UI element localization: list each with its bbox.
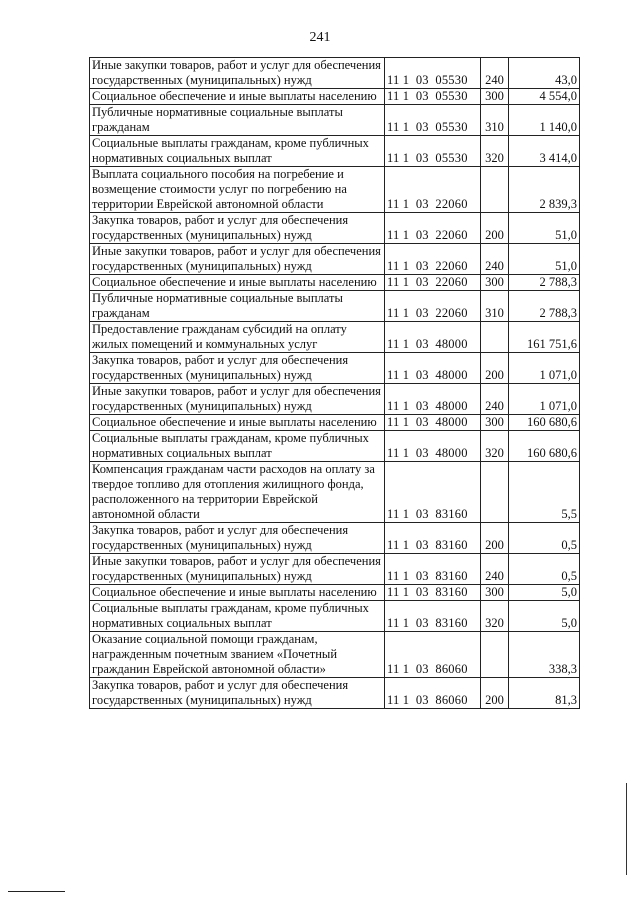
expense-description: Социальное обеспечение и иные выплаты населению: [90, 415, 385, 431]
expense-description: Публичные нормативные социальные выплаты гражданам: [90, 105, 385, 136]
target-article-code: 11 1 03 83160: [385, 585, 481, 601]
table-row: [90, 275, 580, 291]
expense-description: Закупка товаров, работ и услуг для обеспечения государственных (муниципальных) нужд: [90, 523, 385, 554]
target-article-code: 11 1 03 83160: [385, 554, 481, 585]
amount-value: 2 788,3: [509, 275, 580, 291]
target-article-code: 11 1 03 48000: [385, 353, 481, 384]
table-row: [90, 678, 580, 709]
table-row: [90, 431, 580, 462]
amount-value: 1 071,0: [509, 384, 580, 415]
amount-value: 160 680,6: [509, 431, 580, 462]
expense-type-code: 200: [481, 523, 509, 554]
expense-type-code: 200: [481, 353, 509, 384]
expense-description: Социальные выплаты гражданам, кроме публичных нормативных социальных выплат: [90, 601, 385, 632]
table-row: [90, 523, 580, 554]
target-article-code: 11 1 03 83160: [385, 462, 481, 523]
table-row: [90, 601, 580, 632]
table-row: [90, 353, 580, 384]
expense-description: Закупка товаров, работ и услуг для обеспечения государственных (муниципальных) нужд: [90, 213, 385, 244]
amount-value: 4 554,0: [509, 89, 580, 105]
amount-value: 1 140,0: [509, 105, 580, 136]
expense-description: Иные закупки товаров, работ и услуг для обеспечения государственных (муниципальных) нужд: [90, 244, 385, 275]
amount-value: 338,3: [509, 632, 580, 678]
expense-description: Иные закупки товаров, работ и услуг для обеспечения государственных (муниципальных) нужд: [90, 384, 385, 415]
expense-description: Социальные выплаты гражданам, кроме публичных нормативных социальных выплат: [90, 431, 385, 462]
amount-value: 5,0: [509, 585, 580, 601]
amount-value: 160 680,6: [509, 415, 580, 431]
table-row: [90, 89, 580, 105]
table-row: [90, 136, 580, 167]
table-row: [90, 167, 580, 213]
expense-type-code: 320: [481, 431, 509, 462]
target-article-code: 11 1 03 22060: [385, 167, 481, 213]
target-article-code: 11 1 03 86060: [385, 678, 481, 709]
amount-value: 81,3: [509, 678, 580, 709]
expense-description: Оказание социальной помощи гражданам, награжденным почетным званием «Почетный гражданин Еврейской автономной области»: [90, 632, 385, 678]
expense-type-code: 200: [481, 213, 509, 244]
amount-value: 5,5: [509, 462, 580, 523]
amount-value: 0,5: [509, 523, 580, 554]
expense-type-code: 320: [481, 136, 509, 167]
table-row: [90, 105, 580, 136]
amount-value: 2 839,3: [509, 167, 580, 213]
expense-type-code: 240: [481, 384, 509, 415]
expense-type-code: 240: [481, 554, 509, 585]
target-article-code: 11 1 03 83160: [385, 601, 481, 632]
expense-description: Иные закупки товаров, работ и услуг для обеспечения государственных (муниципальных) нужд: [90, 58, 385, 89]
expense-type-code: 320: [481, 601, 509, 632]
expense-description: Социальное обеспечение и иные выплаты населению: [90, 585, 385, 601]
expense-type-code: 300: [481, 415, 509, 431]
page-number: 241: [309, 30, 331, 45]
expense-type-code: 300: [481, 89, 509, 105]
table-row: [90, 415, 580, 431]
amount-value: 161 751,6: [509, 322, 580, 353]
table-row: [90, 58, 580, 89]
table-row: [90, 244, 580, 275]
target-article-code: 11 1 03 86060: [385, 632, 481, 678]
target-article-code: 11 1 03 22060: [385, 244, 481, 275]
target-article-code: 11 1 03 48000: [385, 384, 481, 415]
expense-description: Компенсация гражданам части расходов на оплату за твердое топливо для отопления жилищного фонда, расположенного на территории Еврейской автономной области: [90, 462, 385, 523]
budget-table: [89, 57, 580, 709]
amount-value: 1 071,0: [509, 353, 580, 384]
expense-type-code: 240: [481, 244, 509, 275]
table-row: [90, 213, 580, 244]
expense-description: Иные закупки товаров, работ и услуг для обеспечения государственных (муниципальных) нужд: [90, 554, 385, 585]
target-article-code: 11 1 03 48000: [385, 415, 481, 431]
table-row: [90, 291, 580, 322]
expense-description: Закупка товаров, работ и услуг для обеспечения государственных (муниципальных) нужд: [90, 678, 385, 709]
expense-description: Социальные выплаты гражданам, кроме публичных нормативных социальных выплат: [90, 136, 385, 167]
expense-type-code: 310: [481, 291, 509, 322]
expense-type-code: 200: [481, 678, 509, 709]
amount-value: 3 414,0: [509, 136, 580, 167]
footnote-separator-line: [8, 891, 65, 892]
expense-type-code: [481, 167, 509, 213]
target-article-code: 11 1 03 83160: [385, 523, 481, 554]
amount-value: 51,0: [509, 244, 580, 275]
expense-type-code: [481, 632, 509, 678]
table-row: [90, 632, 580, 678]
amount-value: 5,0: [509, 601, 580, 632]
expense-description: Социальное обеспечение и иные выплаты населению: [90, 89, 385, 105]
amount-value: 51,0: [509, 213, 580, 244]
budget-table-body: [90, 58, 580, 709]
target-article-code: 11 1 03 48000: [385, 431, 481, 462]
target-article-code: 11 1 03 05530: [385, 58, 481, 89]
amount-value: 43,0: [509, 58, 580, 89]
expense-type-code: 240: [481, 58, 509, 89]
amount-value: 2 788,3: [509, 291, 580, 322]
table-row: [90, 585, 580, 601]
target-article-code: 11 1 03 22060: [385, 291, 481, 322]
expense-type-code: 300: [481, 585, 509, 601]
target-article-code: 11 1 03 48000: [385, 322, 481, 353]
target-article-code: 11 1 03 05530: [385, 105, 481, 136]
table-row: [90, 384, 580, 415]
table-row: [90, 462, 580, 523]
page-edge-mark: [626, 783, 627, 875]
expense-type-code: [481, 462, 509, 523]
expense-type-code: 310: [481, 105, 509, 136]
expense-type-code: [481, 322, 509, 353]
table-row: [90, 554, 580, 585]
expense-description: Социальное обеспечение и иные выплаты населению: [90, 275, 385, 291]
target-article-code: 11 1 03 05530: [385, 136, 481, 167]
expense-type-code: 300: [481, 275, 509, 291]
target-article-code: 11 1 03 22060: [385, 213, 481, 244]
target-article-code: 11 1 03 22060: [385, 275, 481, 291]
expense-description: Предоставление гражданам субсидий на оплату жилых помещений и коммунальных услуг: [90, 322, 385, 353]
amount-value: 0,5: [509, 554, 580, 585]
expense-description: Закупка товаров, работ и услуг для обеспечения государственных (муниципальных) нужд: [90, 353, 385, 384]
expense-description: Выплата социального пособия на погребение и возмещение стоимости услуг по погребению на территории Еврейской автономной области: [90, 167, 385, 213]
table-row: [90, 322, 580, 353]
target-article-code: 11 1 03 05530: [385, 89, 481, 105]
expense-description: Публичные нормативные социальные выплаты гражданам: [90, 291, 385, 322]
